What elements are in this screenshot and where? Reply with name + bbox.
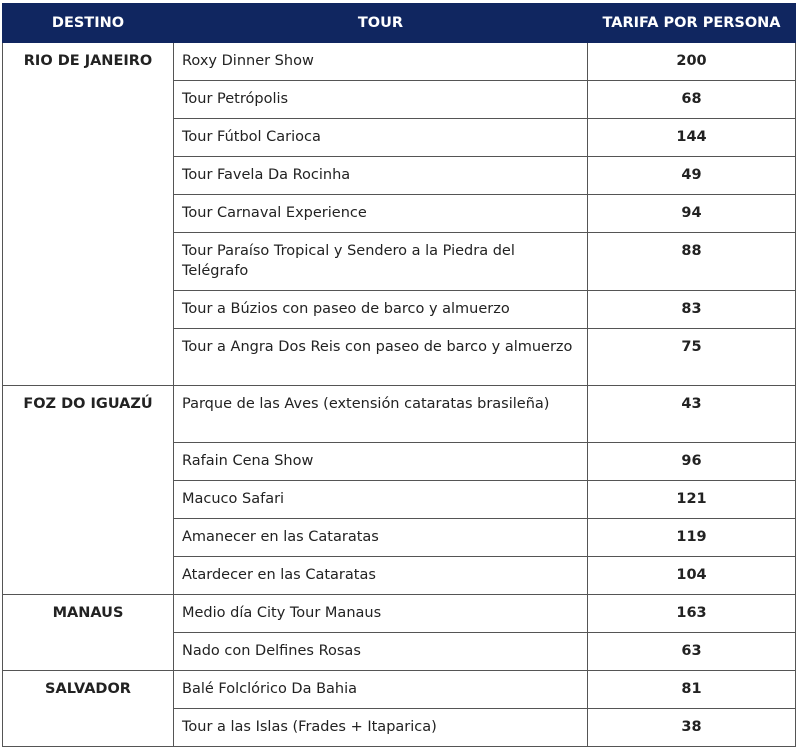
tour-price: 104: [588, 557, 796, 595]
tour-name: Nado con Delfines Rosas: [174, 633, 588, 671]
tour-price: 49: [588, 157, 796, 195]
table-row: [3, 595, 796, 633]
tour-price: 163: [588, 595, 796, 633]
tour-name: Macuco Safari: [174, 481, 588, 519]
tour-price: 63: [588, 633, 796, 671]
tour-price: 119: [588, 519, 796, 557]
header-row: [3, 4, 796, 43]
header-tour: TOUR: [174, 4, 588, 43]
tour-price: 96: [588, 443, 796, 481]
tour-price: 75: [588, 329, 796, 386]
destination-cell: MANAUS: [3, 595, 174, 671]
tour-name: Tour Petrópolis: [174, 81, 588, 119]
tour-name: Tour Favela Da Rocinha: [174, 157, 588, 195]
tour-name: Tour a Angra Dos Reis con paseo de barco y almuerzo: [174, 329, 588, 386]
tours-table: [2, 3, 796, 747]
tour-price: 94: [588, 195, 796, 233]
table-row: [3, 671, 796, 709]
header-destino: DESTINO: [3, 4, 174, 43]
tour-name: Tour Carnaval Experience: [174, 195, 588, 233]
tour-price: 121: [588, 481, 796, 519]
destination-cell: RIO DE JANEIRO: [3, 43, 174, 386]
tour-price: 88: [588, 233, 796, 291]
tour-price: 81: [588, 671, 796, 709]
tour-price: 144: [588, 119, 796, 157]
tour-price: 43: [588, 386, 796, 443]
tour-price: 200: [588, 43, 796, 81]
tour-name: Amanecer en las Cataratas: [174, 519, 588, 557]
tour-name: Tour a las Islas (Frades + Itaparica): [174, 709, 588, 747]
destination-cell: FOZ DO IGUAZÚ: [3, 386, 174, 595]
tour-name: Tour Fútbol Carioca: [174, 119, 588, 157]
header-tarifa: TARIFA POR PERSONA: [588, 4, 796, 43]
tour-name: Rafain Cena Show: [174, 443, 588, 481]
tour-name: Tour a Búzios con paseo de barco y almuerzo: [174, 291, 588, 329]
tour-name: Tour Paraíso Tropical y Sendero a la Piedra del Telégrafo: [174, 233, 588, 291]
table-row: [3, 43, 796, 81]
tour-name: Roxy Dinner Show: [174, 43, 588, 81]
table-row: [3, 386, 796, 443]
tour-price: 83: [588, 291, 796, 329]
tour-name: Medio día City Tour Manaus: [174, 595, 588, 633]
tour-name: Atardecer en las Cataratas: [174, 557, 588, 595]
tour-price: 38: [588, 709, 796, 747]
destination-cell: SALVADOR: [3, 671, 174, 747]
tour-name: Balé Folclórico Da Bahia: [174, 671, 588, 709]
tour-name: Parque de las Aves (extensión cataratas brasileña): [174, 386, 588, 443]
tour-price: 68: [588, 81, 796, 119]
